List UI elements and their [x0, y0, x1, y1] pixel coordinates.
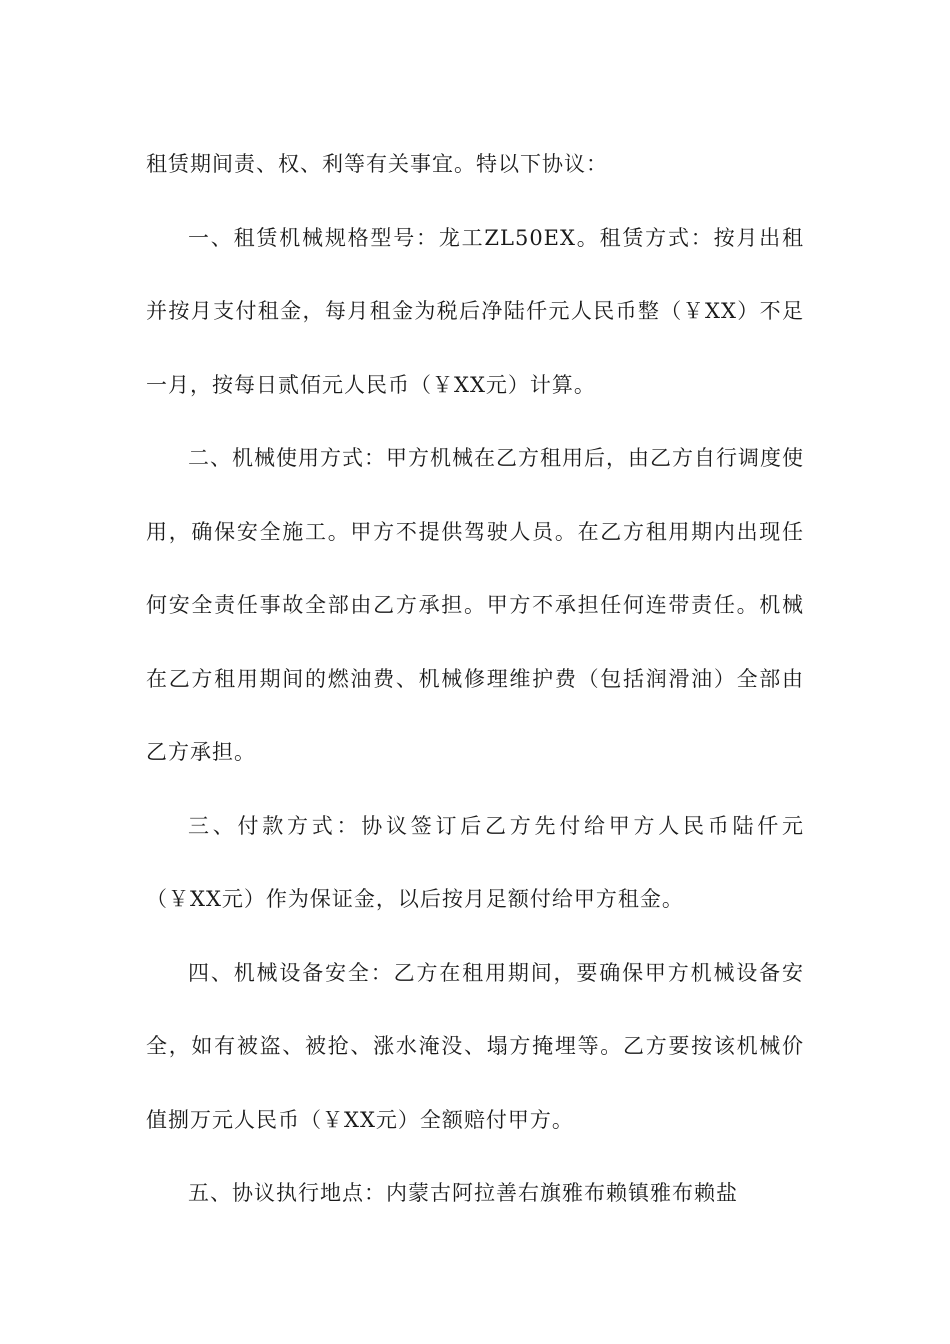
paragraph-clause-5: 五、协议执行地点：内蒙古阿拉善右旗雅布赖镇雅布赖盐	[188, 1181, 738, 1205]
paragraph-clause-3: 三、付款方式：协议签订后乙方先付给甲方人民币陆仟元（￥XX元）作为保证金，以后按月足额付给甲方租金。	[146, 813, 804, 911]
paragraph-continuation: 租赁期间责、权、利等有关事宜。特以下协议：	[146, 152, 608, 176]
document-body	[146, 128, 804, 1231]
paragraph-clause-2: 二、机械使用方式：甲方机械在乙方租用后，由乙方自行调度使用，确保安全施工。甲方不提供驾驶人员。在乙方租用期内出现任何安全责任事故全部由乙方承担。甲方不承担任何连带责任。机械在乙方租用期间的燃油费、机械修理维护费（包括润滑油）全部由乙方承担。	[146, 446, 804, 764]
paragraph-clause-1: 一、租赁机械规格型号：龙工ZL50EX。租赁方式：按月出租并按月支付租金，每月租金为税后净陆仟元人民币整（￥XX）不足一月，按每日贰佰元人民币（￥XX元）计算。	[146, 225, 804, 397]
paragraph-clause-4: 四、机械设备安全：乙方在租用期间，要确保甲方机械设备安全，如有被盗、被抢、涨水淹没、塌方掩埋等。乙方要按该机械价值捌万元人民币（￥XX元）全额赔付甲方。	[146, 960, 804, 1132]
